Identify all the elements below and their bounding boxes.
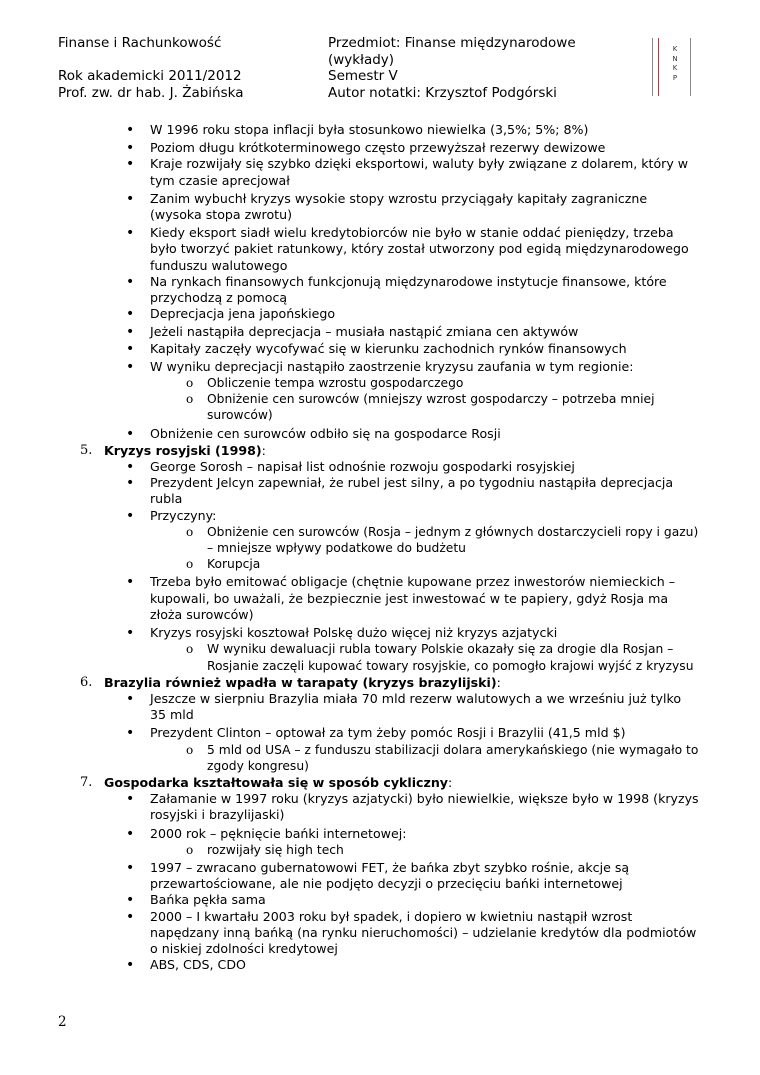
logo-letter: P	[672, 73, 678, 82]
bullet-item: • 2000 – I kwartału 2003 roku był spadek, i dopiero w kwietniu nastąpił wzrost napędzany inną bańką (na rynku nieruchomości) – udzielanie kredytów dla podmiotów o niskiej zdolności kredytowej	[0, 909, 760, 958]
bullet-item: • Obniżenie cen surowców odbiło się na gospodarce Rosji	[0, 426, 760, 442]
sub-item: o 5 mld od USA – z funduszu stabilizacji dolara amerykańskiego (nie wymagało to zgody kongresu)	[0, 742, 760, 774]
bullet-item: • Kiedy eksport siadł wielu kredytobiorców nie było w stanie oddać pieniędzy, trzeba było tworzyć pakiet ratunkowy, który został utworzony pod egidą międzynarodowego funduszu walutowego	[0, 225, 760, 274]
page-number: 2	[58, 1014, 67, 1030]
bullet-item: • Prezydent Jelcyn zapewniał, że rubel jest silny, a po tygodniu nastąpiła deprecjacja rubla	[0, 475, 760, 507]
header-left	[58, 35, 308, 101]
logo-letters	[670, 45, 680, 83]
bullet-item: • Przyczyny:	[0, 508, 760, 524]
section-number: 5.	[80, 442, 93, 458]
sub-item: o rozwijały się high tech	[0, 842, 760, 858]
section-number: 7.	[80, 774, 93, 790]
logo-letter: K	[672, 45, 678, 53]
bullet-item: • Prezydent Clinton – optował za tym żeby pomóc Rosji i Brazylii (41,5 mld $)	[0, 725, 760, 741]
bullet-item: • 1997 – zwracano gubernatowowi FET, że bańka zbyt szybko rośnie, akcje są przewartościowane, ale nie podjęto decyzji o przecięciu bańki internetowej	[0, 860, 760, 892]
bullet-item: • George Sorosh – napisał list odnośnie rozwoju gospodarki rosyjskiej	[0, 459, 760, 475]
logo-line-red	[658, 38, 659, 96]
bullet-item: • Deprecjacja jena japońskiego	[0, 306, 760, 322]
sub-item: o Obliczenie tempa wzrostu gospodarczego	[0, 375, 760, 391]
sub-item: o Korupcja	[0, 556, 760, 572]
bullet-item: • Trzeba było emitować obligacje (chętnie kupowane przez inwestorów niemieckich – kupowali, bo uważali, że bezpiecznie jest inwestować w te papiery, gdyż Rosja ma złoża surowców)	[0, 574, 760, 623]
sub-item: o Obniżenie cen surowców (Rosja – jednym z głównych dostarczycieli ropy i gazu) – mniejsze wpływy podatkowe do budżetu	[0, 524, 760, 556]
header-spacer	[58, 52, 308, 69]
header-field: Prof. zw. dr hab. J. Żabińska	[58, 84, 244, 101]
bullet-item: • Jeszcze w sierpniu Brazylia miała 70 mld rezerw walutowych a we wrześniu już tylko 35 mld	[0, 691, 760, 723]
bullet-item: • ABS, CDS, CDO	[0, 957, 760, 973]
bullet-item: • Załamanie w 1997 roku (kryzys azjatycki) było niewielkie, większe było w 1998 (kryzys rosyjski i brazylijaski)	[0, 791, 760, 823]
header-field: Semestr V	[328, 68, 398, 84]
bullet-item: • W 1996 roku stopa inflacji była stosunkowo niewielka (3,5%; 5%; 8%)	[0, 122, 760, 138]
page-body	[0, 122, 760, 973]
logo-line	[690, 38, 691, 96]
bullet-item: • W wyniku deprecjacji nastąpiło zaostrzenie kryzysu zaufania w tym regionie:	[0, 359, 760, 375]
section-heading	[0, 675, 760, 691]
bullet-item: • Zanim wybuchł kryzys wysokie stopy wzrostu przyciągały kapitały zagraniczne (wysoka stopa zwrotu)	[0, 191, 760, 223]
section-colon: :	[496, 674, 501, 690]
bullet-item: • Na rynkach finansowych funkcjonują międzynarodowe instytucje finansowe, które przychodzą z pomocą	[0, 274, 760, 306]
logo-line	[652, 38, 653, 96]
header-mid	[328, 35, 628, 101]
knkp-logo	[652, 38, 690, 96]
bullet-item: • Kapitały zaczęły wycofywać się w kierunku zachodnich rynków finansowych	[0, 341, 760, 357]
bullet-item: • Bańka pękła sama	[0, 892, 760, 908]
section-title: Kryzys rosyjski (1998)	[104, 442, 262, 458]
section-heading	[0, 443, 760, 459]
bullet-item: • Jeżeli nastąpiła deprecjacja – musiała nastąpić zmiana cen aktywów	[0, 324, 760, 340]
header-field: Przedmiot: Finanse międzynarodowe	[328, 35, 576, 51]
bullet-item: • Kraje rozwijały się szybko dzięki eksportowi, waluty były związane z dolarem, który w tym czasie aprecjował	[0, 156, 760, 188]
header-field: (wykłady)	[328, 51, 395, 68]
section-title: Gospodarka kształtowała się w sposób cykliczny	[104, 774, 449, 790]
bullet-item: • 2000 rok – pęknięcie bańki internetowej:	[0, 826, 760, 842]
bullet-item: • Poziom długu krótkoterminowego często przewyższał rezerwy dewizowe	[0, 140, 760, 156]
section-heading	[0, 775, 760, 791]
header-field: Finanse i Rachunkowość	[58, 35, 222, 51]
section-number: 6.	[80, 674, 93, 690]
sub-item: o W wyniku dewaluacji rubla towary Polskie okazały się za drogie dla Rosjan – Rosjanie zaczęli kupować towary rosyjskie, co pomogło krajowi wyjść z kryzysu	[0, 641, 760, 673]
sub-item: o Obniżenie cen surowców (mniejszy wzrost gospodarczy – potrzeba mniej surowców)	[0, 391, 760, 423]
header-field: Autor notatki: Krzysztof Podgórski	[328, 84, 557, 101]
header-field: Rok akademicki 2011/2012	[58, 68, 242, 84]
bullet-item: • Kryzys rosyjski kosztował Polskę dużo więcej niż kryzys azjatycki	[0, 625, 760, 641]
section-colon: :	[448, 774, 453, 790]
logo-letter: K	[672, 64, 678, 72]
section-colon: :	[261, 442, 266, 458]
section-title: Brazylia również wpadła w tarapaty (kryzys brazylijski)	[104, 674, 497, 690]
logo-letter: N	[672, 54, 678, 63]
